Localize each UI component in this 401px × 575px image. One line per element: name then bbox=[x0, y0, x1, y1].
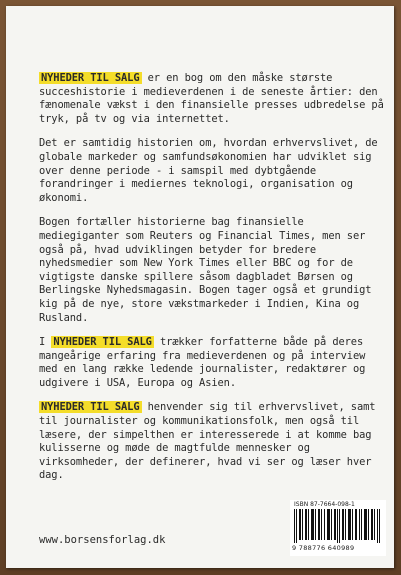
barcode-icon bbox=[294, 509, 382, 543]
isbn-label: ISBN 87-7664-098-1 bbox=[294, 501, 355, 508]
highlighted-title: NYHEDER TIL SALG bbox=[53, 336, 152, 349]
paragraph-prefix: I bbox=[39, 336, 52, 349]
blurb-paragraph-2: Det er samtidig historien om, hvordan erhvervslivet, de globale markeder og samfundsøkonomien har udviklet sig over denne periode - i samspil med dybtgående forandringer i mediernes teknologi, organisation og økonomi. bbox=[39, 137, 378, 204]
blurb-paragraph-1 bbox=[39, 72, 384, 126]
blurb-paragraph-3: Bogen fortæller historierne bag finansielle mediegiganter som Reuters og Financial Times, men ser også på, hvad udviklingen betyder for bredere nyhedsmedier som New York Times eller BBC og for de vigtigste danske spillere såsom dagbladet Børsen og Berlingske Nyhedsmagasin. Bogen tager også et grundigt kig på de nye, store vækstmarkeder i Indien, Kina og Rusland. bbox=[39, 216, 372, 324]
book-back-cover bbox=[6, 6, 394, 568]
highlighted-title: NYHEDER TIL SALG bbox=[41, 401, 140, 414]
publisher-website: www.borsensforlag.dk bbox=[39, 534, 166, 546]
blurb-paragraph-5 bbox=[39, 401, 384, 483]
highlighted-title: NYHEDER TIL SALG bbox=[41, 72, 140, 84]
isbn-barcode-box bbox=[290, 500, 386, 556]
paragraph-text: trækker forfatterne både på deres mangeårige erfaring fra medieverdenen og på interview med en lang række ledende journalister, redaktører og udgivere i USA, Europa og Asien. bbox=[39, 336, 366, 389]
blurb-text bbox=[39, 72, 384, 494]
paragraph-text: er en bog om den måske største succeshistorie i medieverdenen i de seneste årtier: den fænomenale vækst i den finansielle presses udbredelse på tryk, på tv og via internettet. bbox=[39, 72, 384, 125]
blurb-paragraph-4 bbox=[39, 336, 384, 390]
paragraph-text: henvender sig til erhvervslivet, samt til journalister og kommunikationsfolk, men også til læsere, der simpelthen er interesserede i at komme bag kulisserne og møde de magtfulde mennesker og virksomheder, der definerer, hvad vi ser og læser hver dag. bbox=[39, 401, 376, 482]
barcode-digits: 9 788776 640989 bbox=[292, 544, 355, 552]
